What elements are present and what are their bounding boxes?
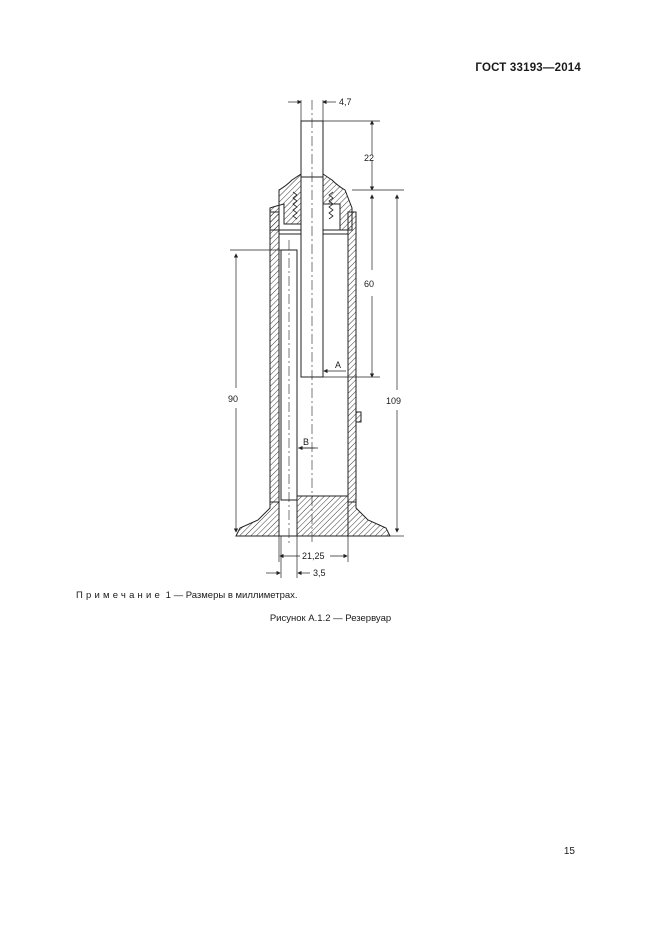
- note-text: — Размеры в миллиметрах.: [173, 590, 298, 601]
- label-point-a: A: [335, 360, 342, 370]
- left-wall: [270, 212, 279, 502]
- note: [76, 590, 298, 601]
- figure-caption: Рисунок А.1.2 — Резервуар: [269, 613, 392, 624]
- dim-top-diameter: 4,7: [339, 97, 352, 107]
- side-nub: [356, 412, 361, 422]
- dim-tube-length: 60: [364, 279, 375, 289]
- dim-left-height: 90: [228, 394, 239, 404]
- dim-total-height: 109: [386, 396, 402, 406]
- reservoir-body: [236, 100, 390, 545]
- right-wall: [348, 212, 356, 502]
- dim-top-length: 22: [364, 153, 375, 163]
- note-number: 1: [165, 590, 171, 601]
- page-number: 15: [563, 846, 575, 857]
- base-flange: [236, 502, 279, 536]
- bottom-plug: [297, 496, 348, 536]
- dim-bottom-diameter: 21,25: [302, 551, 325, 561]
- base-flange-right: [348, 502, 390, 536]
- dim-bottom-small: 3,5: [313, 568, 326, 578]
- label-point-b: B: [303, 437, 310, 447]
- document-code: ГОСТ 33193—2014: [475, 62, 581, 74]
- note-prefix: Примечание: [76, 590, 163, 601]
